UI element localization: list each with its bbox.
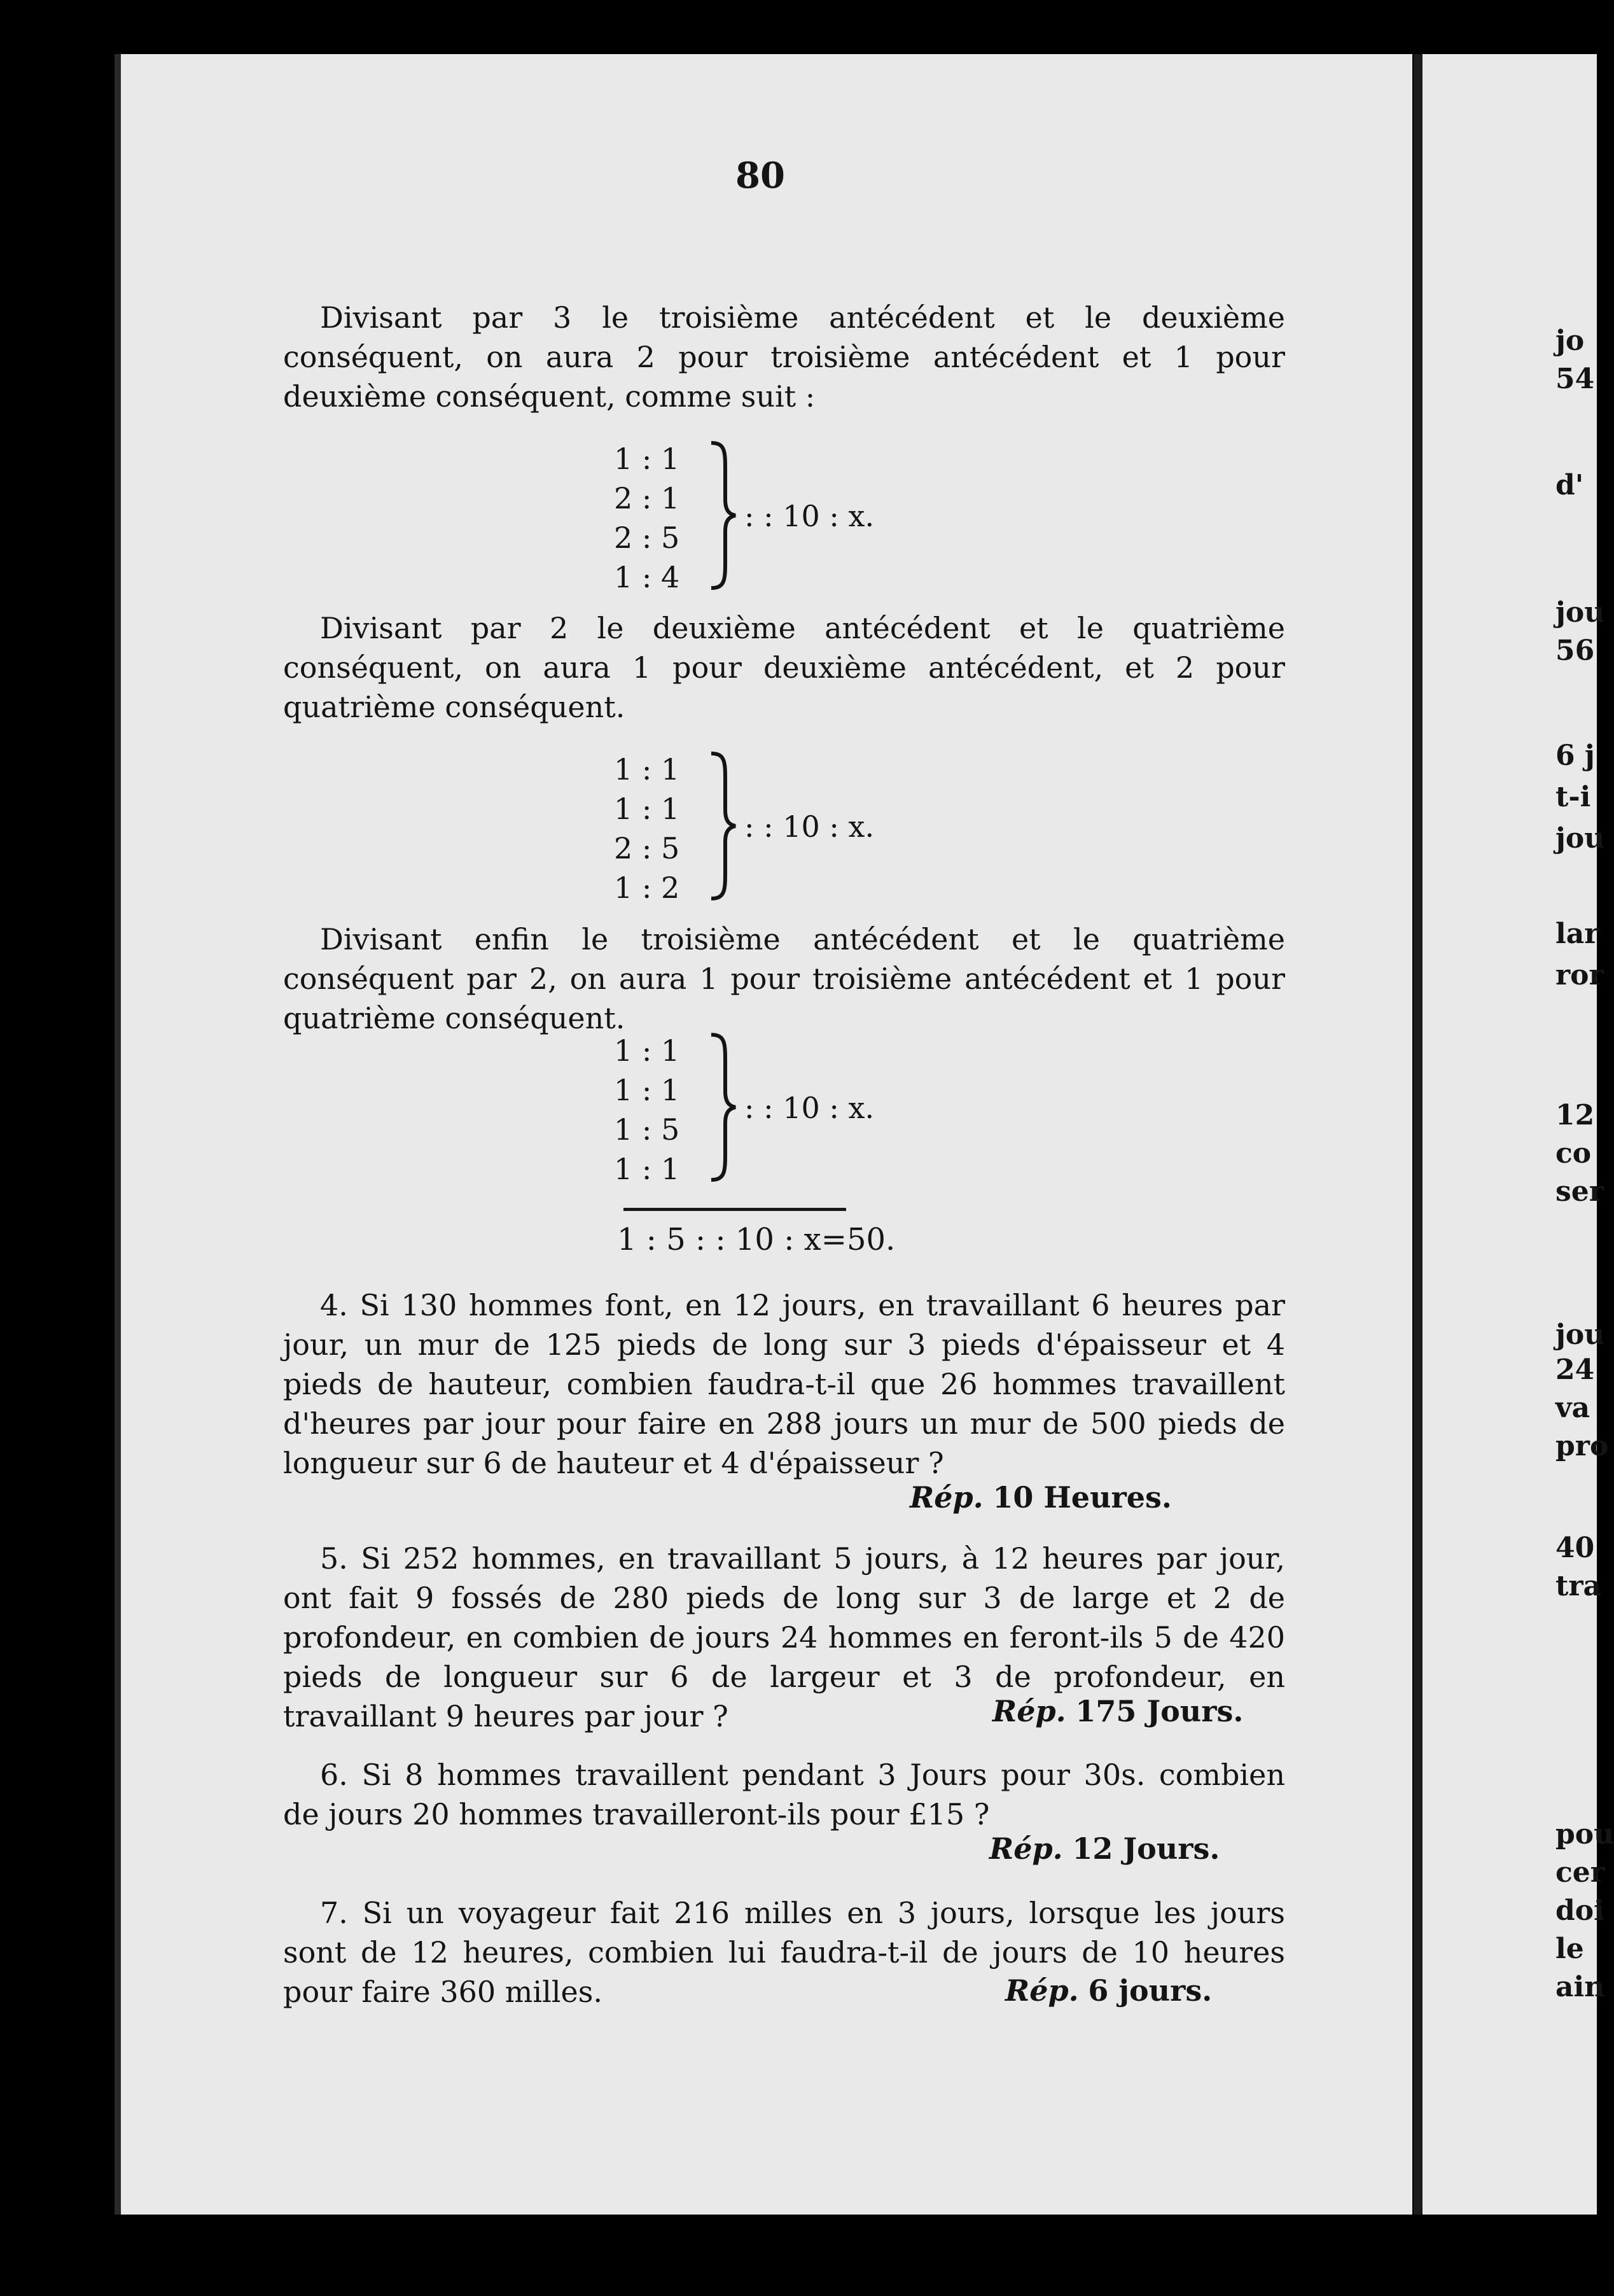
proportion-row: 2 : 5 <box>614 521 680 555</box>
paragraph-3: Divisant enfin le troisième antécédent et le quatrième conséquent par 2, on aura 1 pour troisième antécédent et 1 pour quatrième conséquent. <box>283 922 1285 1035</box>
margin-fragment: jou <box>1555 596 1605 629</box>
margin-fragment: ror <box>1555 959 1604 991</box>
margin-fragment: 54 <box>1555 363 1595 395</box>
proportion-row: 1 : 1 <box>614 442 680 476</box>
page-number: 80 <box>735 155 785 197</box>
margin-fragment: d' <box>1555 469 1584 501</box>
margin-fragment: 6 j <box>1555 739 1595 772</box>
proportion-row: 1 : 2 <box>614 871 680 905</box>
margin-fragment: pro <box>1555 1430 1609 1462</box>
problem-6: 6. Si 8 hommes travaillent pendant 3 Jours pour 30s. combien de jours 20 hommes travailleront-ils pour £15 ? <box>283 1758 1285 1831</box>
answer-label: Rép. <box>992 1694 1066 1728</box>
margin-fragment: co <box>1555 1137 1592 1170</box>
paragraph-2: Divisant par 2 le deuxième antécédent et le quatrième conséquent, on aura 1 pour deuxième antécédent, et 2 pour quatrième conséquent. <box>283 611 1285 724</box>
final-proportion: 1 : 5 : : 10 : x=50. <box>617 1222 896 1257</box>
proportion-2 <box>614 750 1059 907</box>
summation-rule <box>623 1208 846 1211</box>
answer-6 <box>989 1829 1220 1868</box>
answer-label: Rép. <box>989 1831 1063 1866</box>
problem-5: 5. Si 252 hommes, en travaillant 5 jours, à 12 heures par jour, ont fait 9 fossés de 280 pieds de long sur 3 de large et 2 de profondeur, en combien de jours 24 hommes en feront-ils 5 de 420 pieds de longueur sur 6 de largeur et 3 de profondeur, en travaillant 9 heures par jour ? <box>283 1541 1285 1733</box>
answer-label: Rép. <box>1005 1973 1079 2008</box>
proportion-rhs: : : 10 : x. <box>744 809 875 844</box>
answer-4 <box>910 1478 1172 1517</box>
proportion-row: 2 : 1 <box>614 481 680 515</box>
answer-value: 6 jours. <box>1088 1973 1213 2008</box>
proportion-row: 1 : 1 <box>614 1073 680 1107</box>
proportion-3 <box>614 1031 1059 1189</box>
proportion-rhs: : : 10 : x. <box>744 499 875 533</box>
proportion-row: 1 : 1 <box>614 1033 680 1068</box>
margin-fragment: 40 <box>1555 1532 1595 1564</box>
proportion-1 <box>614 439 1059 597</box>
proportion-row: 1 : 5 <box>614 1112 680 1147</box>
margin-fragment: tra <box>1555 1570 1602 1602</box>
margin-fragment: ain <box>1555 1971 1605 2003</box>
margin-fragment: 24 <box>1555 1354 1595 1386</box>
right-brace-icon <box>706 439 738 592</box>
margin-fragment: jo <box>1555 325 1585 357</box>
proportion-row: 1 : 1 <box>614 1152 680 1186</box>
answer-value: 12 Jours. <box>1072 1831 1220 1866</box>
answer-label: Rép. <box>910 1480 984 1515</box>
margin-fragment: pou <box>1555 1818 1614 1851</box>
proportion-row: 1 : 1 <box>614 752 680 787</box>
margin-fragment: ser <box>1555 1175 1604 1208</box>
proportion-row: 1 : 1 <box>614 792 680 826</box>
problem-7: 7. Si un voyageur fait 216 milles en 3 jours, lorsque les jours sont de 12 heures, combien lui faudra-t-il de jours de 10 heures pour faire 360 milles. <box>283 1896 1285 2009</box>
right-brace-icon <box>706 1031 738 1184</box>
answer-7 <box>1005 1971 1212 2010</box>
right-brace-icon <box>706 750 738 902</box>
margin-fragment: jou <box>1555 822 1605 855</box>
margin-fragment: 12 <box>1555 1099 1595 1131</box>
margin-fragment: lar <box>1555 918 1599 950</box>
proportion-row: 2 : 5 <box>614 831 680 865</box>
margin-fragment: 56 <box>1555 634 1595 667</box>
margin-fragment: le <box>1555 1933 1584 1965</box>
answer-value: 175 Jours. <box>1075 1694 1244 1728</box>
answer-5 <box>992 1691 1243 1731</box>
margin-fragment: cer <box>1555 1856 1605 1889</box>
proportion-rhs: : : 10 : x. <box>744 1091 875 1125</box>
paragraph-1: Divisant par 3 le troisième antécédent et le deuxième conséquent, on aura 2 pour troisième antécédent et 1 pour deuxième conséquent, comme suit : <box>283 300 1285 414</box>
proportion-row: 1 : 4 <box>614 560 680 594</box>
margin-fragment: va <box>1555 1392 1590 1424</box>
margin-fragment: doi <box>1555 1894 1604 1927</box>
margin-fragment: jou <box>1555 1319 1605 1351</box>
margin-fragment: t-i <box>1555 781 1591 813</box>
answer-value: 10 Heures. <box>992 1480 1172 1515</box>
problem-4: 4. Si 130 hommes font, en 12 jours, en travaillant 6 heures par jour, un mur de 125 pieds de long sur 3 pieds d'épaisseur et 4 pieds de hauteur, combien faudra-t-il que 26 hommes travaillent d'heures par jour pour faire en 288 jours un mur de 500 pieds de longueur sur 6 de hauteur et 4 d'épaisseur ? <box>283 1288 1285 1480</box>
